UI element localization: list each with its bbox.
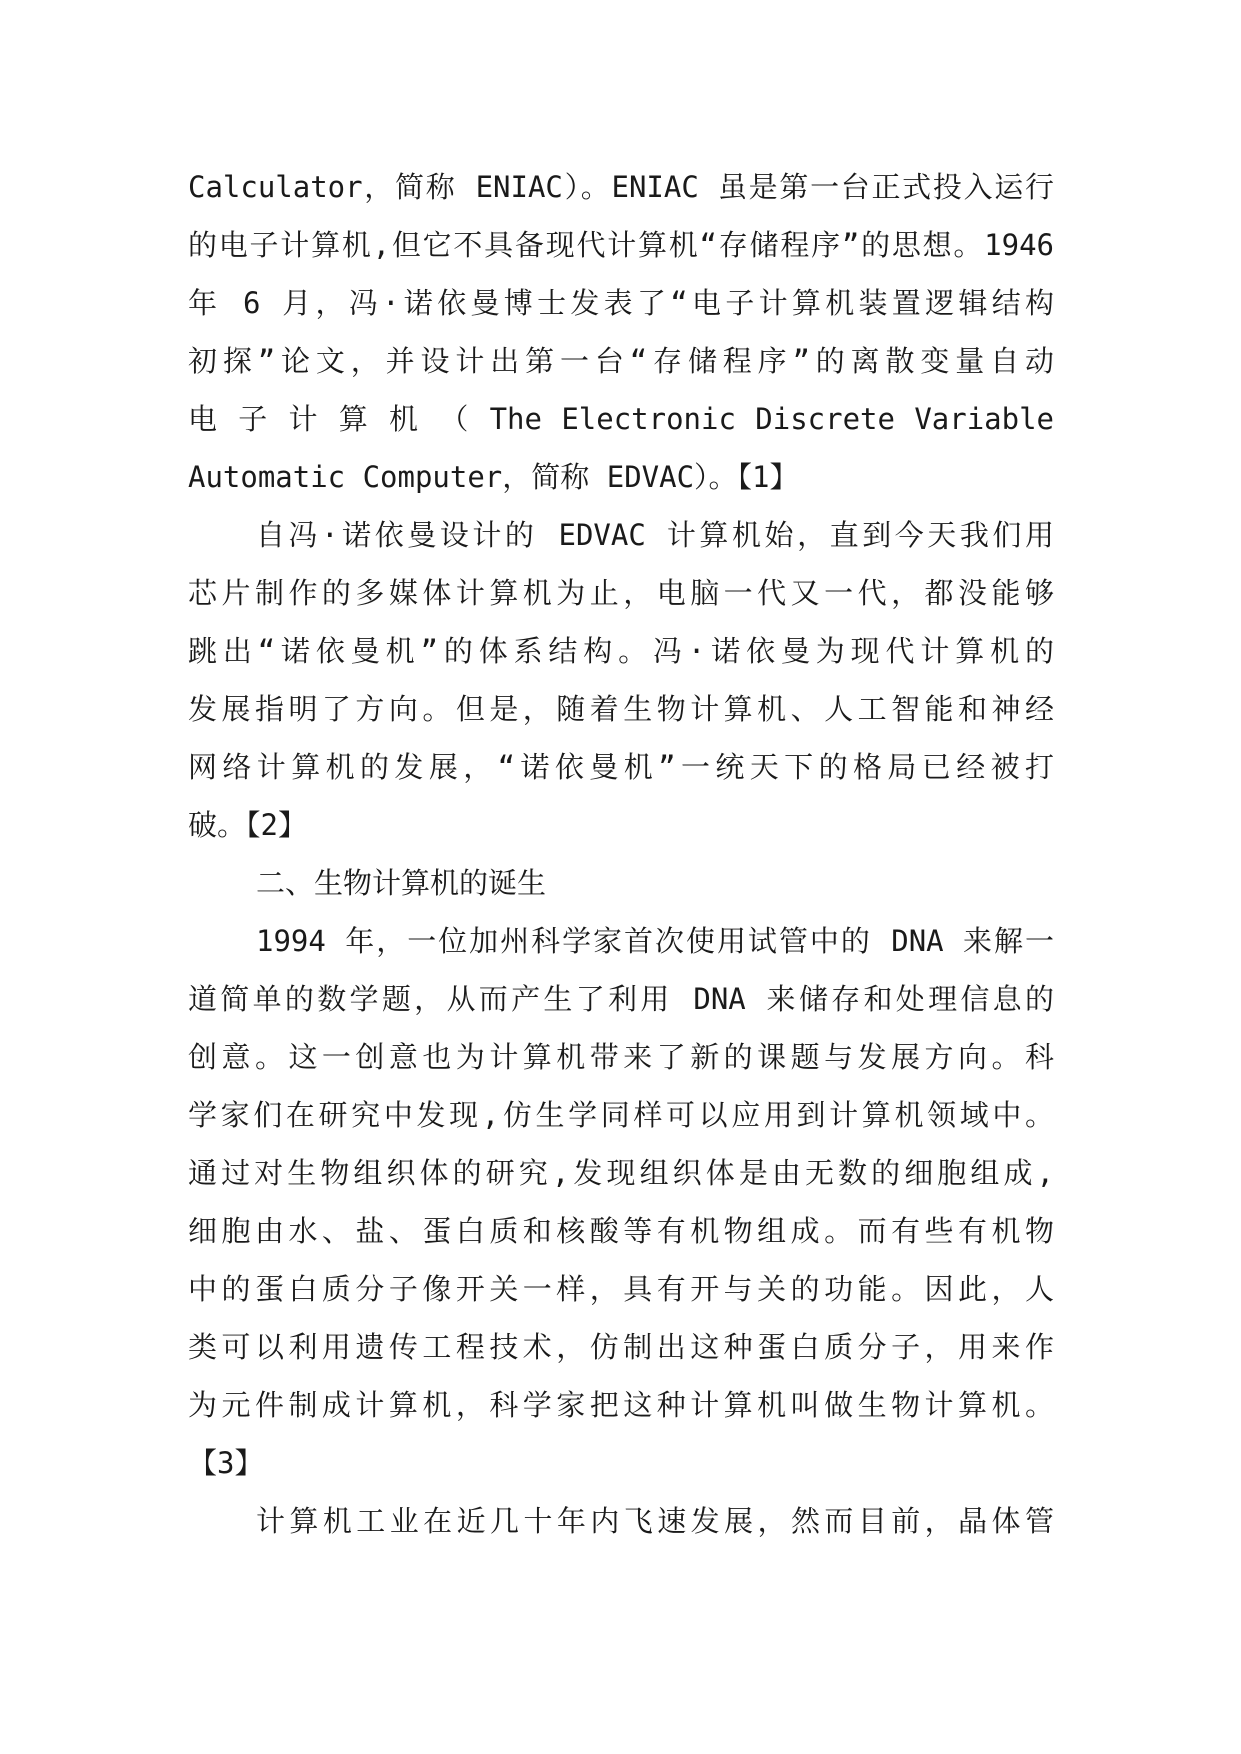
text-line: 网络计算机的发展，“诺依曼机”一统天下的格局已经被打: [188, 750, 1054, 784]
text-line: Automatic Computer，简称 EDVAC）。【1】: [188, 460, 799, 494]
paragraph-start-line: 计算机工业在近几十年内飞速发展，然而目前，晶体管: [256, 1504, 1054, 1538]
text-line: 年 6 月，冯·诺依曼博士发表了“电子计算机装置逻辑结构: [188, 286, 1054, 320]
text-line: 通过对生物组织体的研究,发现组织体是由无数的细胞组成,: [188, 1156, 1054, 1190]
text-line: 细胞由水、盐、蛋白质和核酸等有机物组成。而有些有机物: [188, 1214, 1054, 1248]
text-line: 芯片制作的多媒体计算机为止，电脑一代又一代，都没能够: [188, 576, 1054, 610]
text-line: 道简单的数学题，从而产生了利用 DNA 来储存和处理信息的: [188, 982, 1054, 1016]
text-line: 为元件制成计算机，科学家把这种计算机叫做生物计算机。: [188, 1388, 1054, 1422]
paragraph-start-line: 1994 年，一位加州科学家首次使用试管中的 DNA 来解一: [256, 924, 1054, 958]
text-line: 类可以利用遗传工程技术，仿制出这种蛋白质分子，用来作: [188, 1330, 1054, 1364]
text-line: 初探”论文，并设计出第一台“存储程序”的离散变量自动: [188, 344, 1054, 378]
text-line: 发展指明了方向。但是，随着生物计算机、人工智能和神经: [188, 692, 1054, 726]
text-line: 学家们在研究中发现,仿生学同样可以应用到计算机领域中。: [188, 1098, 1054, 1132]
text-line: 破。【2】: [188, 808, 307, 842]
section-heading: 二、生物计算机的诞生: [256, 866, 547, 900]
text-line: 电 子 计 算 机 （ The Electronic Discrete Variable: [188, 402, 1054, 436]
text-line: 的电子计算机,但它不具备现代计算机“存储程序”的思想。1946: [188, 228, 1054, 262]
body-text: [188, 158, 1054, 1550]
text-line: 创意。这一创意也为计算机带来了新的课题与发展方向。科: [188, 1040, 1054, 1074]
text-line: 【3】: [188, 1446, 264, 1480]
paragraph-start-line: 自冯·诺依曼设计的 EDVAC 计算机始，直到今天我们用: [256, 518, 1054, 552]
text-line: 跳出“诺依曼机”的体系结构。冯·诺依曼为现代计算机的: [188, 634, 1054, 668]
text-line: Calculator，简称 ENIAC）。ENIAC 虽是第一台正式投入运行: [188, 170, 1054, 204]
text-line: 中的蛋白质分子像开关一样，具有开与关的功能。因此，人: [188, 1272, 1054, 1306]
